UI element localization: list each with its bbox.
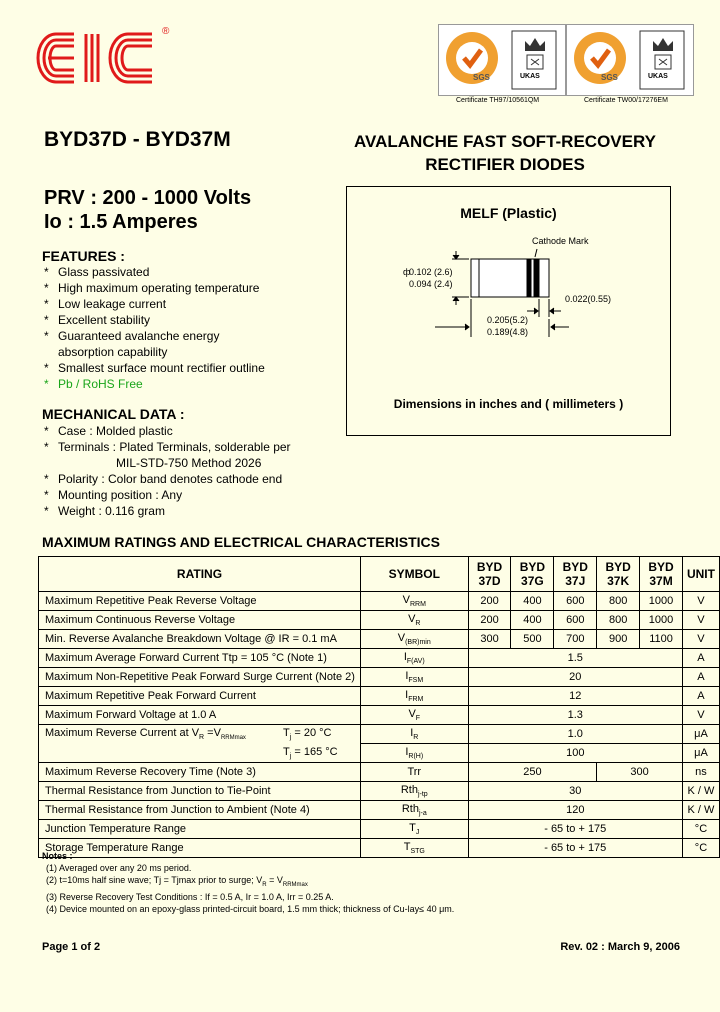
dim-length-min: 0.189(4.8) — [487, 327, 529, 337]
list-item: * Mounting position : Any — [44, 488, 183, 502]
ukas-crown-icon: UKAS — [637, 29, 689, 91]
table-row: Maximum Forward Voltage at 1.0 A $V_F$ 1.3 V — [39, 706, 720, 725]
part-number-title: BYD37D - BYD37M — [44, 128, 231, 151]
dimensions-note: Dimensions in inches and ( millimeters ) — [393, 397, 624, 411]
table-row: Maximum Reverse Recovery Time (Note 3) Trr 250 300 ns — [39, 763, 720, 782]
table-row: Maximum Repetitive Peak Reverse Voltage $V_{RRM}$ 200 400 600 800 1000 V — [39, 592, 720, 611]
sgs-iso-icon: SGS — [571, 29, 629, 91]
col-header-part: BYD 37M — [640, 557, 683, 592]
table-row: Maximum Non-Repetitive Peak Forward Surge Current (Note 2) $I_{FSM}$ 20 A — [39, 668, 720, 687]
note-item: (4) Device mounted on an epoxy-glass printed-circuit board, 1.5 mm thick; thickness of Cu-lay≤ 40 μm. — [46, 903, 455, 914]
note-item: (2) t=10ms half sine wave; Tj = Tjmax prior to surge; $V_R = V_{RRMmax}$ — [46, 875, 308, 888]
col-header-part: BYD 37D — [468, 557, 511, 592]
col-header-symbol: SYMBOL — [360, 557, 468, 592]
revision-date: Rev. 02 : March 9, 2006 — [560, 941, 680, 953]
registered-mark: ® — [162, 26, 170, 37]
list-item-rohs: * Pb / RoHS Free — [44, 377, 143, 391]
list-item: * Polarity : Color band denotes cathode end — [44, 472, 283, 486]
cathode-mark-label: Cathode Mark — [532, 236, 589, 246]
list-item: * Case : Molded plastic — [44, 424, 173, 438]
dim-band-width: 0.022(0.55) — [565, 294, 612, 304]
list-item: * Excellent stability — [44, 313, 151, 327]
note-item: (3) Reverse Recovery Test Conditions : If = 0.5 A, Ir = 1.0 A, Irr = 0.25 A. — [46, 891, 334, 902]
prv-rating: PRV : 200 - 1000 Volts — [44, 187, 252, 209]
list-item: MIL-STD-750 Method 2026 — [116, 456, 262, 470]
col-header-unit: UNIT — [682, 557, 719, 592]
table-header-row — [39, 557, 720, 592]
features-list — [44, 264, 265, 392]
list-item: * High maximum operating temperature — [44, 281, 260, 295]
list-item: * Smallest surface mount rectifier outline — [44, 361, 265, 375]
mechanical-list — [44, 423, 291, 519]
dim-length-max: 0.205(5.2) — [487, 315, 529, 325]
list-item: absorption capability — [58, 345, 168, 359]
notes — [42, 850, 454, 915]
table-row: Junction Temperature Range $T_J$ - 65 to + 175 °C — [39, 820, 720, 839]
package-diagram — [346, 186, 671, 436]
table-row: Thermal Resistance from Junction to Tie-Point Rth$_{j-tp}$ 30 K / W — [39, 782, 720, 801]
list-item: * Weight : 0.116 gram — [44, 504, 165, 518]
table-heading: MAXIMUM RATINGS AND ELECTRICAL CHARACTERISTICS — [42, 534, 440, 550]
features-heading: FEATURES : — [42, 248, 125, 264]
certificate-caption-2: Certificate TW00/17276EM — [584, 97, 668, 104]
mechanical-heading: MECHANICAL DATA : — [42, 406, 185, 422]
certificate-badge-2 — [566, 24, 694, 96]
col-header-part: BYD 37J — [554, 557, 597, 592]
table-row: $T_j = 165$ °C $I_{R(H)}$ 100 μA — [39, 744, 720, 763]
ukas-crown-icon: UKAS — [509, 29, 561, 91]
ratings-summary — [44, 186, 251, 234]
package-title: MELF (Plastic) — [460, 205, 557, 221]
col-header-part: BYD 37G — [511, 557, 554, 592]
sgs-iso-icon: SGS — [443, 29, 501, 91]
list-item: * Low leakage current — [44, 297, 167, 311]
list-item: * Terminals : Plated Terminals, solderable per — [44, 440, 291, 454]
notes-heading: Notes : — [42, 851, 73, 861]
ratings-table — [38, 556, 720, 858]
page-number: Page 1 of 2 — [42, 941, 101, 953]
col-header-rating: RATING — [39, 557, 361, 592]
list-item: * Glass passivated — [44, 265, 150, 279]
product-description: AVALANCHE FAST SOFT-RECOVERY RECTIFIER DIODES — [354, 132, 656, 174]
table-row: Thermal Resistance from Junction to Ambient (Note 4) Rth$_{j-a}$ 120 K / W — [39, 801, 720, 820]
table-row: Storage Temperature Range $T_{STG}$ - 65 to + 175 °C — [39, 839, 720, 858]
note-item: (1) Averaged over any 20 ms period. — [46, 863, 192, 873]
table-row: Maximum Continuous Reverse Voltage $V_R$ 200 400 600 800 1000 V — [39, 611, 720, 630]
table-row: Maximum Repetitive Peak Forward Current $I_{FRM}$ 12 A — [39, 687, 720, 706]
certificate-caption-1: Certificate TH97/10561QM — [456, 97, 540, 104]
certificate-badge-1 — [438, 24, 566, 96]
table-row: Min. Reverse Avalanche Breakdown Voltage @ IR = 0.1 mA $V_{(BR)min}$ 300 500 700 900 1100 V — [39, 630, 720, 649]
dim-diameter-min: 0.094 (2.4) — [409, 279, 453, 289]
table-row: Maximum Average Forward Current Ttp = 105 °C (Note 1) $I_{F(AV)}$ 1.5 A — [39, 649, 720, 668]
svg-text:ф: ф — [403, 267, 411, 277]
col-header-part: BYD 37K — [597, 557, 640, 592]
eic-logo — [34, 26, 169, 92]
table-row: Maximum Reverse Current at $V_R =V_{RRMmax}$ $T_j = 20$ °C $I_R$ 1.0 μA — [39, 725, 720, 744]
list-item: * Guaranteed avalanche energy — [44, 329, 220, 343]
dim-diameter-max: 0.102 (2.6) — [409, 267, 453, 277]
io-rating: Io : 1.5 Amperes — [44, 211, 198, 233]
